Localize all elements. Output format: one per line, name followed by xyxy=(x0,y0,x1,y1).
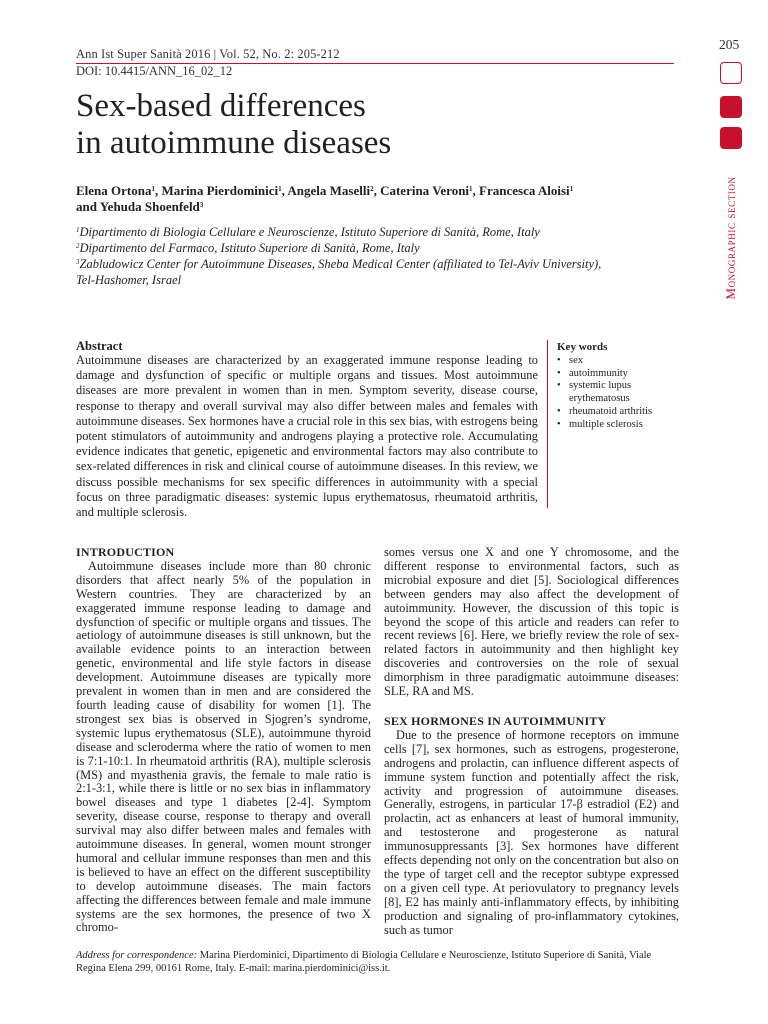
keyword-item: • autoimmunity xyxy=(557,368,677,381)
page-number: 205 xyxy=(719,37,740,52)
correspondence-address xyxy=(76,949,674,975)
author-name: , Marina Pierdominici xyxy=(154,183,279,198)
author-list xyxy=(76,183,666,215)
author-name: , Angela Maselli xyxy=(281,183,371,198)
affiliation-marker: 1 xyxy=(278,185,282,193)
affiliation-marker: 1 xyxy=(469,185,473,193)
section-marker-outline xyxy=(720,62,742,84)
section-heading-introduction: INTRODUCTION xyxy=(76,545,175,559)
affiliation-line xyxy=(76,224,676,240)
sex-hormones-paragraph: Due to the presence of hormone receptors on immune cells [7], sex hormones, such as estrogens, progesterone, androgens and prolactin, can influence different aspects of immune system function and potentially affect the risk, activity and progression of autoimmune diseases. Generally, estrogens, in particular 17-β estradiol (E2) and prolactin, act as enhancers at least of humoral immunity, and testosterone and progesterone as natural immunosuppressants [3]. Sex hormones have different effects depending not only on the concentration but also on the type of target cell and the receptor subtype expressed on a given cell type. At periovulatory to pregnancy levels [8], E2 has mainly anti-inflammatory effects, by inhibiting production and signaling of pro-inflammatory cytokines, such as tumor xyxy=(384,727,679,937)
title-line-1: Sex-based differences xyxy=(76,88,366,124)
introduction-continued-paragraph: somes versus one X and one Y chromosome, and the different response to environmental factors, such as microbial exposure and diet [5]. Sociological differences between genders may also affect the development of autoimmunity. However, the discussion of this topic is beyond the scope of this article and readers can refer to recent reviews [6]. Here, we briefly review the role of sex-related factors in autoimmunity and then highlight key discoveries and controversies on the role of sexual dimorphism in three paradigmatic autoimmune diseases: SLE, RA and MS. xyxy=(384,545,679,699)
affiliation-marker: 1 xyxy=(151,185,155,193)
affiliation-marker: 2 xyxy=(76,242,80,250)
affiliation-line xyxy=(76,272,676,288)
section-spacer xyxy=(384,699,679,715)
author-name: , Caterina Veroni xyxy=(373,183,470,198)
affiliation-marker: 3 xyxy=(76,258,80,266)
journal-citation: Ann Ist Super Sanità 2016 | Vol. 52, No. 2: 205-212 xyxy=(76,47,340,61)
affiliation-text: Dipartimento del Farmaco, Istituto Superiore di Sanità, Rome, Italy xyxy=(79,241,420,255)
affiliation-text: Zabludowicz Center for Autoimmune Diseases, Sheba Medical Center (affiliated to Tel-Aviv University), xyxy=(79,257,602,271)
keyword-item: • systemic lupus erythematosus xyxy=(557,380,677,405)
affiliation-text: Dipartimento di Biologia Cellulare e Neuroscienze, Istituto Superiore di Sanità, Rome, Italy xyxy=(79,225,540,239)
affiliation-marker: 1 xyxy=(569,185,574,193)
keyword-item: • sex xyxy=(557,355,677,368)
affiliation-line xyxy=(76,256,676,272)
body-column-right xyxy=(384,546,679,937)
article-title xyxy=(76,88,636,162)
keywords-heading: Key words xyxy=(557,341,608,353)
affiliation-marker: 1 xyxy=(76,226,80,234)
address-text: Marina Pierdominici, Dipartimento di Biologia Cellulare e Neuroscienze, Istituto Superiore di Sanità, Viale Regina Elena 299, 00161 Rome, Italy. E-mail: marina.pierdominici@iss.it. xyxy=(76,950,652,974)
keywords-divider xyxy=(547,340,548,508)
keyword-item: • multiple sclerosis xyxy=(557,419,677,432)
keyword-item: • rheumatoid arthritis xyxy=(557,406,677,419)
section-marker-filled xyxy=(720,96,742,118)
doi: DOI: 10.4415/ANN_16_02_12 xyxy=(76,64,233,78)
section-label: Monographic section xyxy=(723,176,738,300)
affiliation-line xyxy=(76,240,676,256)
keywords-list xyxy=(557,355,677,431)
author-name: Elena Ortona xyxy=(76,183,152,198)
body-column-left xyxy=(76,546,371,935)
section-marker-filled xyxy=(720,127,742,149)
affiliation-text: Tel-Hashomer, Israel xyxy=(76,273,182,287)
author-name: , Francesca Aloisi xyxy=(472,183,570,198)
abstract-heading: Abstract xyxy=(76,339,123,353)
author-name: and Yehuda Shoenfeld xyxy=(76,199,200,214)
affiliation-marker: 3 xyxy=(199,201,204,209)
abstract-text: Autoimmune diseases are characterized by an exaggerated immune response leading to damage and dysfunction of specific or multiple organs and tissues. Most autoimmune diseases are more prevalent in women than in men. Symptom severity, disease course, response to therapy and overall survival may also differ between males and females with autoimmune diseases. Sex hormones have a crucial role in this sex bias, with estrogens being potent stimulators of autoimmunity and androgens playing a protective role. Accumulating evidence indicates that genetic, epigenetic and environmental factors may also contribute to sex-related differences in risk and clinical course of autoimmune diseases. In this review, we discuss possible mechanisms for sex specific differences in autoimmunity with a special focus on three paradigmatic diseases: systemic lupus erythematosus, rheumatoid arthritis, and multiple sclerosis. xyxy=(76,353,538,520)
introduction-paragraph: Autoimmune diseases include more than 80 chronic disorders that affect nearly 5% of the population in Western countries. They are characterized by an exaggerated immune response leading to damage and dysfunction of specific or multiple organs and tissues. The aetiology of autoimmune diseases is still unknown, but the available evidence points to an interaction between genetic, environmental and life style factors in disease development. Autoimmune diseases are typically more prevalent in women than in men and are considered the fourth leading cause of disability for women [1]. The strongest sex bias is observed in Sjogren’s syndrome, systemic lupus erythematosus (SLE), autoimmune thyroid disease and scleroderma where the ratio of women to men is 7:1-10:1. In rheumatoid arthritis (RA), multiple sclerosis (MS) and myasthenia gravis, the female to male ratio is 2:1-3:1, while there is little or no sex bias in inflammatory bowel diseases and type 1 diabetes [2-4]. Symptom severity, disease course, response to therapy and overall survival may also differ between males and females with autoimmune diseases. In general, women mount stronger humoral and cellular immune responses than men and this is believed to have an effect on the different susceptibility to develop autoimmune diseases. The main factors affecting the differences between female and male immune systems are the sex hormones, the presence of two X chromo- xyxy=(76,558,371,935)
affiliation-marker: 2 xyxy=(370,185,374,193)
affiliations xyxy=(76,224,676,288)
address-label: Address for correspondence: xyxy=(76,950,198,961)
title-line-2: in autoimmune diseases xyxy=(76,125,392,161)
section-heading-sex-hormones: SEX HORMONES IN AUTOIMMUNITY xyxy=(384,713,607,728)
